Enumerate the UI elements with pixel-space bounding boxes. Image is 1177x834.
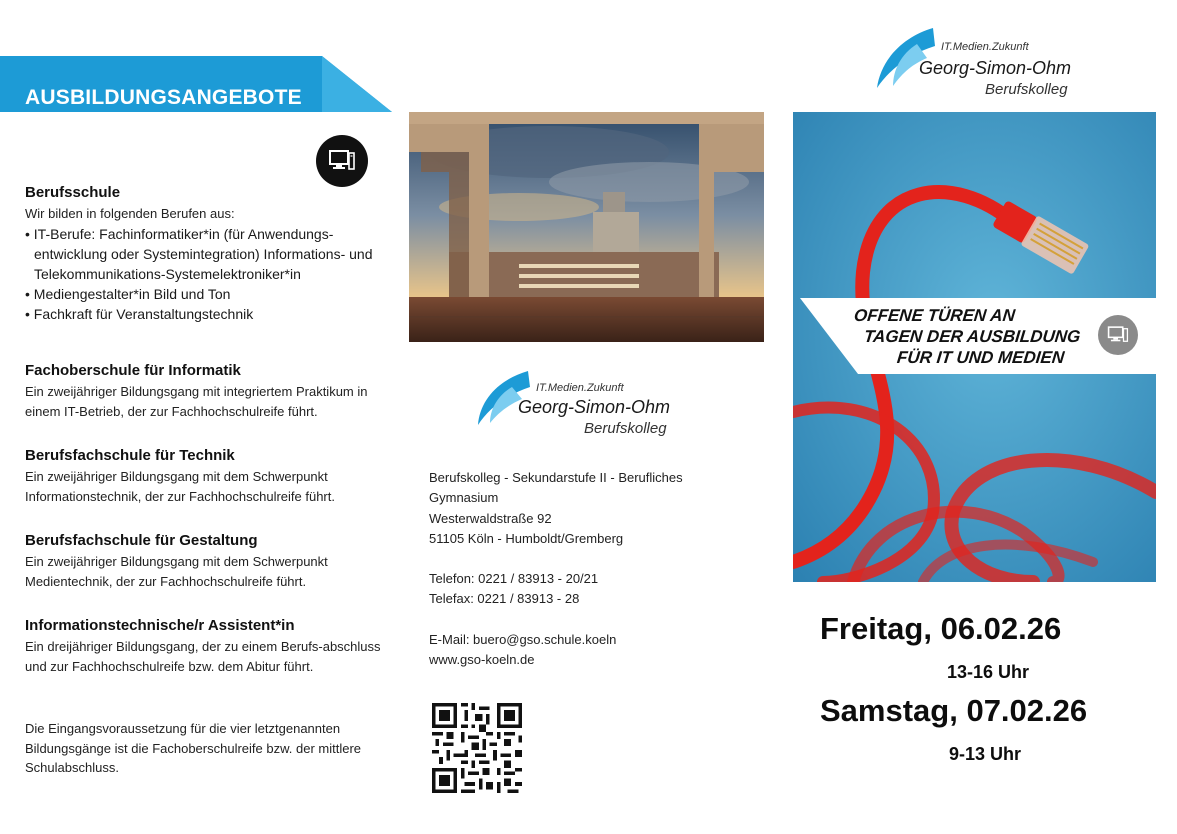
banner-title: AUSBILDUNGSANGEBOTE [25,86,302,109]
event-day-1: Freitag, 06.02.26 [820,611,1062,646]
section-intro: Wir bilden in folgenden Berufen aus: [25,206,235,221]
section-fos [25,362,385,421]
list-item: • Mediengestalter*in Bild und Ton [25,284,385,304]
section-title: Berufsschule [25,184,121,201]
section-berufsschule [25,184,385,324]
list-item: • Fachkraft für Veranstaltungstechnik [25,304,385,324]
section-text: Ein zweijähriger Bildungsgang mit dem Schwerpunkt Medientechnik, der zur Fachhochschulreife führt. [25,554,328,589]
monitor-icon [316,135,368,187]
website-link[interactable]: www.gso-koeln.de [429,652,535,668]
email-link[interactable]: E-Mail: buero@gso.schule.koeln [429,631,617,647]
address-line: Gymnasium [429,490,499,506]
section-text: Ein zweijähriger Bildungsgang mit integriertem Praktikum in einem IT-Betrieb, der zur Fachhochschulreife führt. [25,384,368,419]
event-banner [800,298,1156,374]
profession-list [25,224,385,324]
logo-tagline: IT.Medien.Zukunft [941,41,1029,53]
section-title: Informationstechnische/r Assistent*in [25,617,295,634]
section-banner [0,56,392,112]
event-line-1: OFFENE TÜREN AN [853,306,1016,325]
logo-tagline: IT.Medien.Zukunft [536,382,624,394]
event-time-2: 9-13 Uhr [949,744,1022,764]
event-day-2: Samstag, 07.02.26 [820,693,1088,728]
qr-code-icon[interactable] [432,703,522,793]
event-line-2: TAGEN DER AUSBILDUNG [863,327,1082,346]
address-line: Berufskolleg - Sekundarstufe II - Berufliches [429,470,683,485]
section-text: Ein dreijähriger Bildungsgang, der zu einem Berufs-abschluss und zur Fachhochschulreife bzw. dem Abitur führt. [25,639,381,674]
street: Westerwaldstraße 92 [429,510,552,526]
note-text: Die Eingangsvoraussetzung für die vier letztgenannten Bildungsgänge ist die Fachoberschulreife bzw. der mittlere Schulabschluss. [25,721,362,775]
section-text: Ein zweijähriger Bildungsgang mit dem Schwerpunkt Informationstechnik, der zur Fachhochschulreife führt. [25,469,335,504]
section-title: Fachoberschule für Informatik [25,362,241,379]
logo-name: Georg-Simon-Ohm [919,58,1072,78]
section-bfs-gestaltung [25,532,385,591]
phone: Telefon: 0221 / 83913 - 20/21 [429,571,599,587]
school-logo [470,365,700,445]
contact-block [429,468,759,670]
section-note [25,719,385,778]
fax: Telefax: 0221 / 83913 - 28 [429,591,580,607]
school-logo-top [873,26,1093,106]
list-item: • IT-Berufe: Fachinformatiker*in (für Anwendungs-entwicklung oder Systemintegration) Informations- und Telekommunikations-Systemelektroniker*in [25,224,379,284]
section-bfs-technik [25,447,385,506]
section-title: Berufsfachschule für Technik [25,447,235,464]
logo-sub: Berufskolleg [985,81,1068,98]
school-photo [409,112,764,342]
city: 51105 Köln - Humboldt/Gremberg [429,530,624,546]
event-line-3: FÜR IT UND MEDIEN [896,348,1066,367]
event-time-1: 13-16 Uhr [947,662,1030,682]
logo-sub: Berufskolleg [584,420,667,437]
logo-name: Georg-Simon-Ohm [518,397,671,417]
section-ita [25,617,385,676]
section-title: Berufsfachschule für Gestaltung [25,532,258,549]
monitor-icon [1098,315,1138,355]
